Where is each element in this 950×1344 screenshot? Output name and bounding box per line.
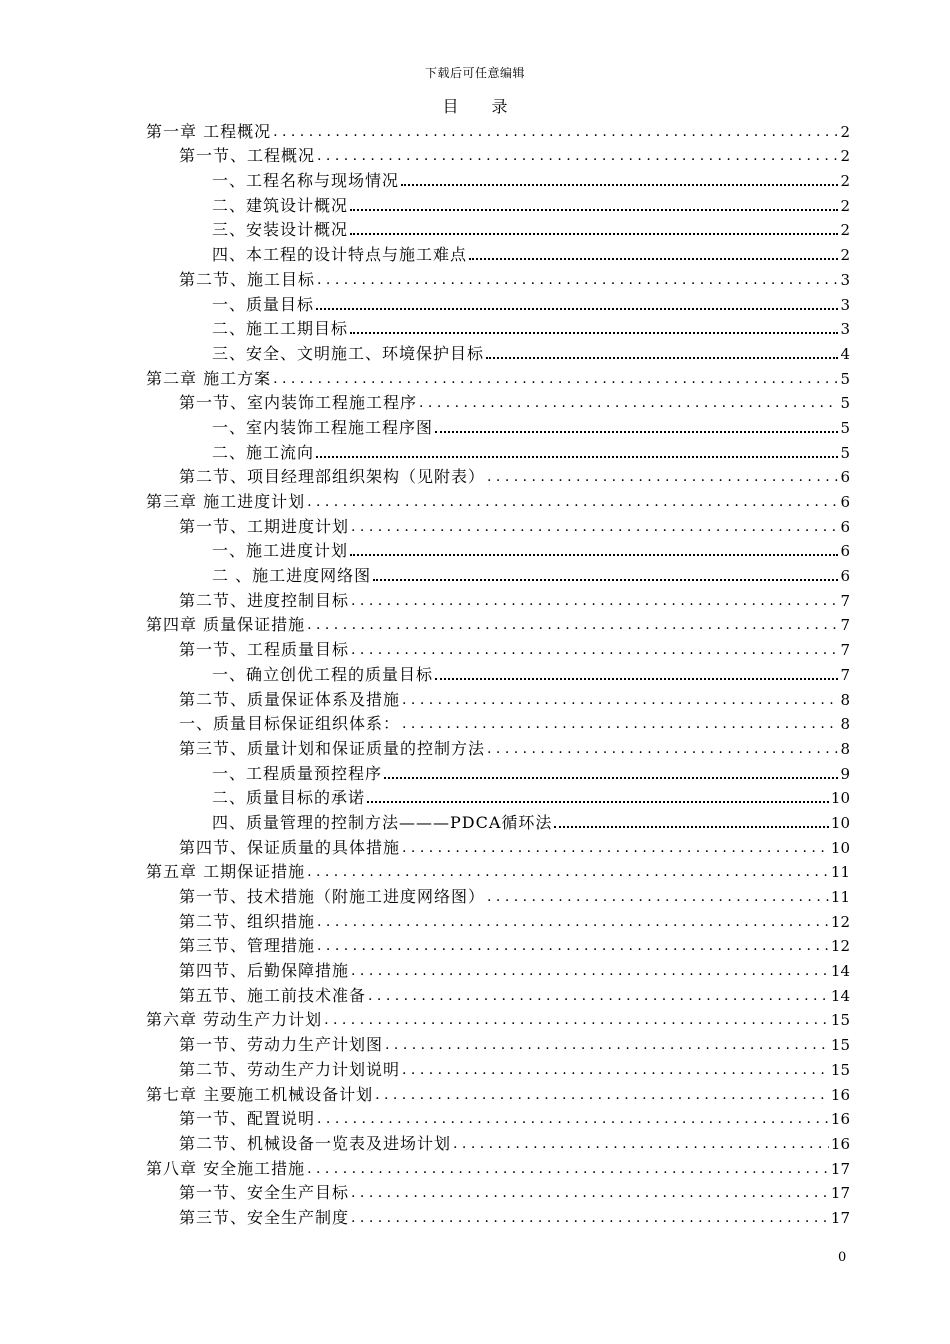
dot-leader	[367, 801, 829, 803]
toc-entry-page: 6	[840, 517, 850, 536]
toc-entry[interactable]	[146, 1055, 850, 1080]
toc-entry[interactable]	[146, 685, 850, 710]
toc-entry[interactable]	[146, 907, 850, 932]
toc-entry-label: 四、本工程的设计特点与施工难点	[212, 245, 468, 265]
toc-entry-label: 三、安装设计概况	[212, 220, 349, 240]
toc-entry-label: 第八章 安全施工措施	[146, 1158, 306, 1178]
toc-entry[interactable]	[146, 882, 850, 907]
toc-entry[interactable]	[146, 413, 850, 438]
toc-entry[interactable]	[146, 833, 850, 858]
dot-leader	[419, 393, 838, 413]
dot-leader	[350, 332, 838, 334]
dot-leader	[402, 714, 838, 734]
toc-entry-label: 第二节、进度控制目标	[179, 590, 350, 610]
dot-leader	[317, 936, 829, 956]
toc-entry-label: 第七章 主要施工机械设备计划	[146, 1084, 374, 1104]
toc-entry-label: 一、工程质量预控程序	[212, 763, 383, 783]
toc-entry-page: 5	[840, 418, 850, 437]
toc-entry-label: 第二节、机械设备一览表及进场计划	[179, 1133, 452, 1153]
dot-leader	[435, 678, 838, 680]
dot-leader	[402, 690, 838, 710]
dot-leader	[307, 1159, 829, 1179]
dot-leader	[486, 357, 838, 359]
toc-entry-label: 第一节、劳动力生产计划图	[179, 1035, 384, 1055]
toc-entry-page: 16	[830, 1085, 850, 1104]
toc-entry-page: 9	[840, 764, 850, 783]
toc-entry[interactable]	[146, 389, 850, 414]
toc-entry-label: 二、施工流向	[212, 442, 315, 462]
dot-leader	[316, 308, 838, 310]
toc-entry-page: 5	[840, 369, 850, 388]
toc-entry[interactable]	[146, 1154, 850, 1179]
toc-entry-page: 15	[830, 1060, 850, 1079]
toc-entry-label: 第四章 质量保证措施	[146, 615, 306, 635]
toc-entry-page: 17	[830, 1159, 850, 1178]
dot-leader	[373, 579, 838, 581]
toc-entry-label: 一、施工进度计划	[212, 541, 349, 561]
toc-entry[interactable]	[146, 142, 850, 167]
toc-entry-page: 7	[840, 665, 850, 684]
dot-leader	[273, 122, 838, 142]
toc-entry[interactable]	[146, 784, 850, 809]
toc-entry-label: 二 、施工进度网络图	[212, 566, 372, 586]
dot-leader	[487, 887, 829, 907]
toc-entry-page: 10	[830, 789, 850, 808]
toc-entry-label: 第二节、质量保证体系及措施	[179, 689, 401, 709]
dot-leader	[402, 1060, 829, 1080]
toc-entry-label: 第二节、施工目标	[179, 269, 316, 289]
toc-entry-label: 第三节、质量计划和保证质量的控制方法	[179, 738, 486, 758]
toc-entry-label: 第六章 劳动生产力计划	[146, 1010, 323, 1030]
toc-entry-label: 第一节、工期进度计划	[179, 516, 350, 536]
toc-entry-page: 6	[840, 468, 850, 487]
toc-entry-label: 四、质量管理的控制方法———PDCA循环法	[212, 812, 553, 832]
dot-leader	[316, 456, 838, 458]
dot-leader	[351, 1208, 829, 1228]
toc-entry-page: 7	[840, 641, 850, 660]
dot-leader	[554, 826, 829, 828]
toc-entry-label: 一、质量目标保证组织体系：	[179, 714, 401, 734]
toc-entry-label: 第三章 施工进度计划	[146, 492, 306, 511]
toc-entry[interactable]	[146, 635, 850, 660]
toc-entry-label: 第一节、工程概况	[179, 146, 316, 166]
toc-entry-page: 3	[840, 295, 850, 314]
toc-entry[interactable]	[146, 240, 850, 265]
toc-entry-page: 2	[840, 172, 850, 191]
toc-entry-page: 3	[840, 270, 850, 289]
toc-entry[interactable]	[146, 1080, 850, 1105]
toc-entry[interactable]	[146, 1030, 850, 1055]
dot-leader	[350, 233, 838, 235]
toc-entry[interactable]	[146, 1129, 850, 1154]
dot-leader	[487, 739, 838, 759]
toc-entry-label: 第一节、室内装饰工程施工程序	[179, 393, 418, 413]
toc-entry-label: 第三节、管理措施	[179, 936, 316, 956]
dot-leader	[435, 431, 838, 433]
toc-entry[interactable]	[146, 191, 850, 216]
toc-entry[interactable]	[146, 956, 850, 981]
dot-leader	[469, 258, 838, 260]
dot-leader	[351, 640, 838, 660]
dot-leader	[307, 615, 838, 635]
toc-entry-label: 二、质量目标的承诺	[212, 788, 366, 808]
dot-leader	[385, 1035, 829, 1055]
toc-entry[interactable]	[146, 512, 850, 537]
toc-entry-page: 16	[830, 1134, 850, 1153]
toc-entry-label: 第一节、配置说明	[179, 1109, 316, 1129]
dot-leader	[350, 209, 838, 211]
toc-entry-page: 8	[840, 715, 850, 734]
toc-entry-page: 7	[840, 591, 850, 610]
toc-entry-page: 17	[830, 1184, 850, 1203]
toc-entry[interactable]	[146, 1006, 850, 1031]
toc-entry[interactable]	[146, 438, 850, 463]
toc-entry-label: 二、施工工期目标	[212, 319, 349, 339]
toc-entry-page: 8	[840, 690, 850, 709]
toc-entry[interactable]	[146, 487, 850, 512]
toc-entry-label: 第四节、后勤保障措施	[179, 961, 350, 981]
toc-entry-page: 10	[830, 813, 850, 832]
toc-entry-page: 14	[830, 986, 850, 1005]
toc-entry-label: 第三节、安全生产制度	[179, 1207, 350, 1227]
dot-leader	[317, 912, 829, 932]
toc-entry-label: 第五节、施工前技术准备	[179, 985, 367, 1005]
toc-entry[interactable]	[146, 265, 850, 290]
toc-entry-page: 15	[830, 1036, 850, 1055]
toc-entry-page: 16	[830, 1110, 850, 1129]
toc-entry[interactable]	[146, 364, 850, 389]
dot-leader	[351, 591, 838, 611]
toc-entry-page: 6	[840, 542, 850, 561]
toc-entry-label: 第四节、保证质量的具体措施	[179, 837, 401, 857]
toc-entry-label: 一、工程名称与现场情况	[212, 171, 400, 191]
dot-leader	[384, 777, 838, 779]
dot-leader	[307, 492, 838, 512]
toc-entry-page: 6	[840, 567, 850, 586]
dot-leader	[317, 270, 838, 290]
toc-entry-page: 15	[830, 1011, 850, 1030]
dot-leader	[317, 146, 838, 166]
dot-leader	[324, 1010, 829, 1030]
toc-entry[interactable]	[146, 290, 850, 315]
toc-entry-label: 三、安全、文明施工、环境保护目标	[212, 343, 485, 363]
toc-entry-page: 2	[840, 147, 850, 166]
dot-leader	[351, 961, 829, 981]
dot-leader	[487, 467, 838, 487]
toc-entry[interactable]	[146, 1105, 850, 1130]
toc-entry-page: 8	[840, 739, 850, 758]
toc-entry[interactable]	[146, 734, 850, 759]
dot-leader	[351, 517, 838, 537]
toc-entry[interactable]	[146, 561, 850, 586]
toc-entry[interactable]	[146, 710, 850, 735]
dot-leader	[273, 369, 838, 389]
dot-leader	[317, 1109, 829, 1129]
dot-leader	[401, 184, 838, 186]
toc-entry-label: 二、建筑设计概况	[212, 195, 349, 215]
toc-entry-label: 第五章 工期保证措施	[146, 862, 306, 882]
toc-entry-page: 10	[830, 838, 850, 857]
toc-entry-page: 2	[840, 221, 850, 240]
toc-entry-page: 11	[830, 863, 850, 882]
dot-leader	[453, 1134, 829, 1154]
toc-entry[interactable]	[146, 117, 850, 142]
toc-entry[interactable]	[146, 611, 850, 636]
toc-entry[interactable]	[146, 858, 850, 883]
toc-entry[interactable]	[146, 981, 850, 1006]
dot-leader	[368, 986, 829, 1006]
toc-entry[interactable]	[146, 216, 850, 241]
toc-entry-label: 一、确立创优工程的质量目标	[212, 664, 434, 684]
toc-entry-page: 14	[830, 962, 850, 981]
toc-entry-page: 5	[840, 443, 850, 462]
toc-entry[interactable]	[146, 339, 850, 364]
toc-entry-page: 2	[840, 196, 850, 215]
dot-leader	[375, 1085, 829, 1105]
toc-entry-label: 第二章 施工方案	[146, 368, 272, 388]
table-of-contents	[146, 117, 850, 1228]
toc-entry[interactable]	[146, 586, 850, 611]
toc-entry-page: 12	[830, 937, 850, 956]
toc-entry-label: 第一节、安全生产目标	[179, 1183, 350, 1203]
toc-entry[interactable]	[146, 1203, 850, 1228]
toc-entry-page: 3	[840, 320, 850, 339]
toc-title: 目 录	[442, 97, 522, 116]
toc-entry-label: 第二节、组织措施	[179, 911, 316, 931]
toc-entry-label: 一、质量目标	[212, 294, 315, 314]
toc-entry[interactable]	[146, 166, 850, 191]
toc-entry[interactable]	[146, 315, 850, 340]
toc-entry-page: 7	[840, 616, 850, 635]
toc-entry[interactable]	[146, 463, 850, 488]
toc-entry-page: 6	[840, 493, 850, 511]
toc-entry-label: 第一节、工程质量目标	[179, 640, 350, 660]
toc-entry-page: 4	[840, 344, 850, 363]
toc-entry-label: 第二节、项目经理部组织架构（见附表）	[179, 467, 486, 487]
toc-entry-page: 12	[830, 912, 850, 931]
toc-entry[interactable]	[146, 759, 850, 784]
toc-entry-page: 5	[840, 394, 850, 413]
toc-entry-label: 第二节、劳动生产力计划说明	[179, 1059, 401, 1079]
toc-entry[interactable]	[146, 1179, 850, 1204]
toc-entry-label: 第一节、技术措施（附施工进度网络图）	[179, 887, 486, 906]
dot-leader	[307, 862, 829, 882]
toc-entry[interactable]	[146, 537, 850, 562]
toc-entry[interactable]	[146, 932, 850, 957]
toc-entry[interactable]	[146, 808, 850, 833]
toc-entry-page: 2	[840, 246, 850, 265]
dot-leader	[351, 1183, 829, 1203]
toc-entry-label: 第一章 工程概况	[146, 121, 272, 141]
toc-entry-page: 2	[840, 122, 850, 141]
dot-leader	[350, 554, 838, 556]
toc-entry-page: 17	[830, 1208, 850, 1227]
toc-entry[interactable]	[146, 660, 850, 685]
page-number: 0	[838, 1250, 847, 1265]
toc-entry-label: 一、室内装饰工程施工程序图	[212, 417, 434, 437]
dot-leader	[402, 838, 829, 858]
toc-entry-page: 11	[830, 888, 850, 906]
header-note: 下载后可任意编辑	[424, 66, 525, 80]
